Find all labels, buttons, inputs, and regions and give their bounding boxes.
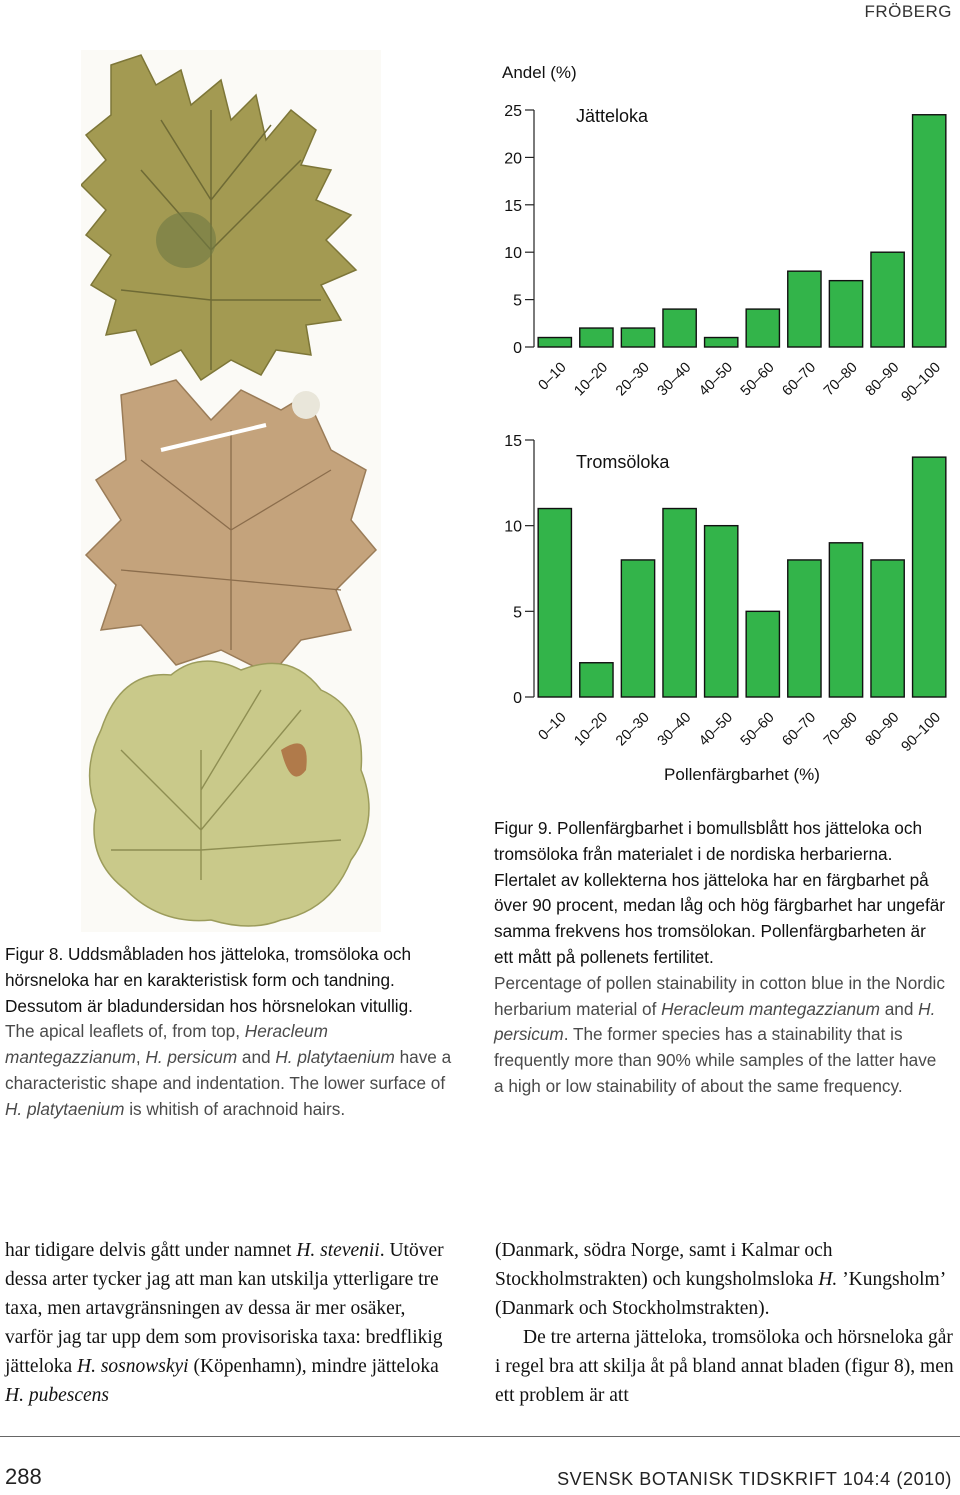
figure-8-caption-swedish: Figur 8. Uddsmåbladen hos jätteloka, tromsöloka och hörsneloka har en karakteristisk form och tandning. Dessutom är bladundersidan hos hörsnelokan vitullig. <box>5 944 413 1016</box>
x-tick-label: 20–30 <box>612 359 653 400</box>
y-tick-label: 5 <box>513 604 522 622</box>
y-axis-label: Andel (%) <box>502 63 577 82</box>
page-number: 288 <box>5 1464 42 1489</box>
bar <box>746 309 779 347</box>
x-tick-label: 0–10 <box>535 359 570 394</box>
bar <box>788 271 821 347</box>
text-run: . The former species has a stainability that is frequently more than 90% while samples of the latter have a high or low stainability of about the same frequency. <box>494 1024 937 1096</box>
x-tick-label: 90–100 <box>898 359 945 406</box>
text-run: , <box>135 1047 146 1068</box>
x-tick-label: 50–60 <box>737 709 778 750</box>
body-column-left <box>5 1236 455 1410</box>
taxon-name: Heracleum mantegazzianum <box>661 998 880 1019</box>
bar <box>913 457 946 697</box>
leaf-photograph <box>81 50 381 932</box>
y-tick-label: 0 <box>513 340 522 357</box>
y-tick-label: 15 <box>504 197 522 215</box>
text-run: The apical leaflets of, from top, <box>5 1021 245 1042</box>
figure-8-caption <box>5 942 460 1123</box>
journal-name: SVENSK BOTANISK TIDSKRIFT 104:4 (2010) <box>557 1469 952 1489</box>
taxon-name: H. pubescens <box>5 1385 109 1406</box>
body-paragraph <box>5 1236 455 1410</box>
text-run: ’Kungsholm’ (Danmark och Stockholmstrakten). <box>495 1269 945 1319</box>
taxon-name: H. <box>818 1269 838 1290</box>
y-tick-label: 25 <box>504 103 522 120</box>
bar <box>829 281 862 347</box>
bar <box>538 509 571 697</box>
y-tick-label: 10 <box>504 245 522 263</box>
bar <box>580 663 613 697</box>
bar <box>705 526 738 697</box>
x-tick-label: 40–50 <box>696 709 737 750</box>
bar <box>913 115 946 347</box>
leaf-horsneloka <box>90 661 369 926</box>
chart-title: Tromsöloka <box>576 452 670 472</box>
bar <box>705 338 738 347</box>
text-run: and <box>879 998 919 1019</box>
x-tick-label: 60–70 <box>779 359 820 400</box>
bar <box>663 509 696 697</box>
x-tick-label: 60–70 <box>779 709 820 750</box>
x-tick-label: 30–40 <box>654 709 695 750</box>
taxon-name: H. platytaenium <box>275 1047 395 1068</box>
running-head: FRÖBERG <box>864 2 952 21</box>
figure-9-caption <box>494 816 949 1100</box>
figure-9-caption-english <box>494 971 949 1100</box>
chart-title: Jätteloka <box>576 106 649 126</box>
text-run: (Danmark, södra Norge, samt i Kalmar och Stockholmstrakten) och kungsholmsloka <box>495 1240 833 1290</box>
x-tick-label: 80–90 <box>862 359 903 400</box>
bar <box>788 560 821 697</box>
taxon-name: H. persicum <box>494 998 936 1045</box>
taxon-name: H. sosnowskyi <box>77 1356 189 1377</box>
x-tick-label: 50–60 <box>737 359 778 400</box>
y-tick-label: 0 <box>513 690 522 707</box>
x-tick-label: 70–80 <box>820 359 861 400</box>
x-tick-label: 40–50 <box>696 359 737 400</box>
body-column-right <box>495 1236 955 1410</box>
x-axis-label: Pollenfärgbarhet (%) <box>664 765 820 784</box>
text-run: De tre arterna jätteloka, tromsöloka och hörsneloka går i regel bra att skilja åt på bland annat bladen (figur 8), men ett problem är att <box>495 1327 954 1406</box>
bar <box>538 338 571 347</box>
footer-divider <box>0 1436 960 1437</box>
text-run: (Köpenhamn), mindre jätteloka <box>188 1356 439 1377</box>
bar <box>871 560 904 697</box>
y-tick-label: 5 <box>513 292 522 310</box>
pollen-stainability-chart <box>490 50 960 795</box>
bar <box>621 560 654 697</box>
x-tick-label: 90–100 <box>898 709 945 756</box>
x-tick-label: 10–20 <box>571 709 612 750</box>
text-run: and <box>237 1047 276 1068</box>
bar <box>621 328 654 347</box>
figure-9-caption-swedish: Figur 9. Pollenfärgbarhet i bomullsblått hos jätteloka och tromsöloka från materialet i de nordiska herbarierna. Flertalet av kollekterna hos jätteloka har en färgbarhet på över 90 procent, medan låg och hög färgbarhet har ungefär samma frekvens hos tromsölokan. Pollenfärgbarheten är ett mått på pollenets fertilitet. <box>494 818 945 967</box>
x-tick-label: 0–10 <box>535 709 570 744</box>
bar <box>580 328 613 347</box>
text-run: have a characteristic shape and indentation. The lower surface of <box>5 1047 452 1093</box>
y-tick-label: 20 <box>504 150 522 168</box>
body-paragraph <box>495 1236 955 1323</box>
text-run: . Utöver dessa arter tycker jag att man kan utskilja ytterligare tre taxa, men artavgränsningen av dessa är mer osäker, varför jag tar upp dem som provisoriska taxa: bredflikig jätteloka <box>5 1240 444 1377</box>
x-tick-label: 70–80 <box>820 709 861 750</box>
text-run: Percentage of pollen stainability in cotton blue in the Nordic herbarium material of <box>494 972 945 1019</box>
body-paragraph <box>495 1323 955 1410</box>
figure-8-caption-english <box>5 1019 460 1122</box>
y-tick-label: 10 <box>504 518 522 536</box>
taxon-name: H. platytaenium <box>5 1098 125 1119</box>
x-tick-label: 30–40 <box>654 359 695 400</box>
bar <box>829 543 862 697</box>
bar <box>663 309 696 347</box>
x-tick-label: 80–90 <box>862 709 903 750</box>
taxon-name: H. stevenii <box>296 1240 380 1261</box>
bar <box>871 252 904 347</box>
x-tick-label: 20–30 <box>612 709 653 750</box>
y-tick-label: 15 <box>504 433 522 450</box>
taxon-name: Heracleum mantegazzianum <box>5 1021 328 1068</box>
text-run: har tidigare delvis gått under namnet <box>5 1240 297 1261</box>
taxon-name: H. persicum <box>145 1047 238 1068</box>
text-run: is whitish of arachnoid hairs. <box>124 1098 346 1119</box>
x-tick-label: 10–20 <box>571 359 612 400</box>
bar <box>746 611 779 697</box>
